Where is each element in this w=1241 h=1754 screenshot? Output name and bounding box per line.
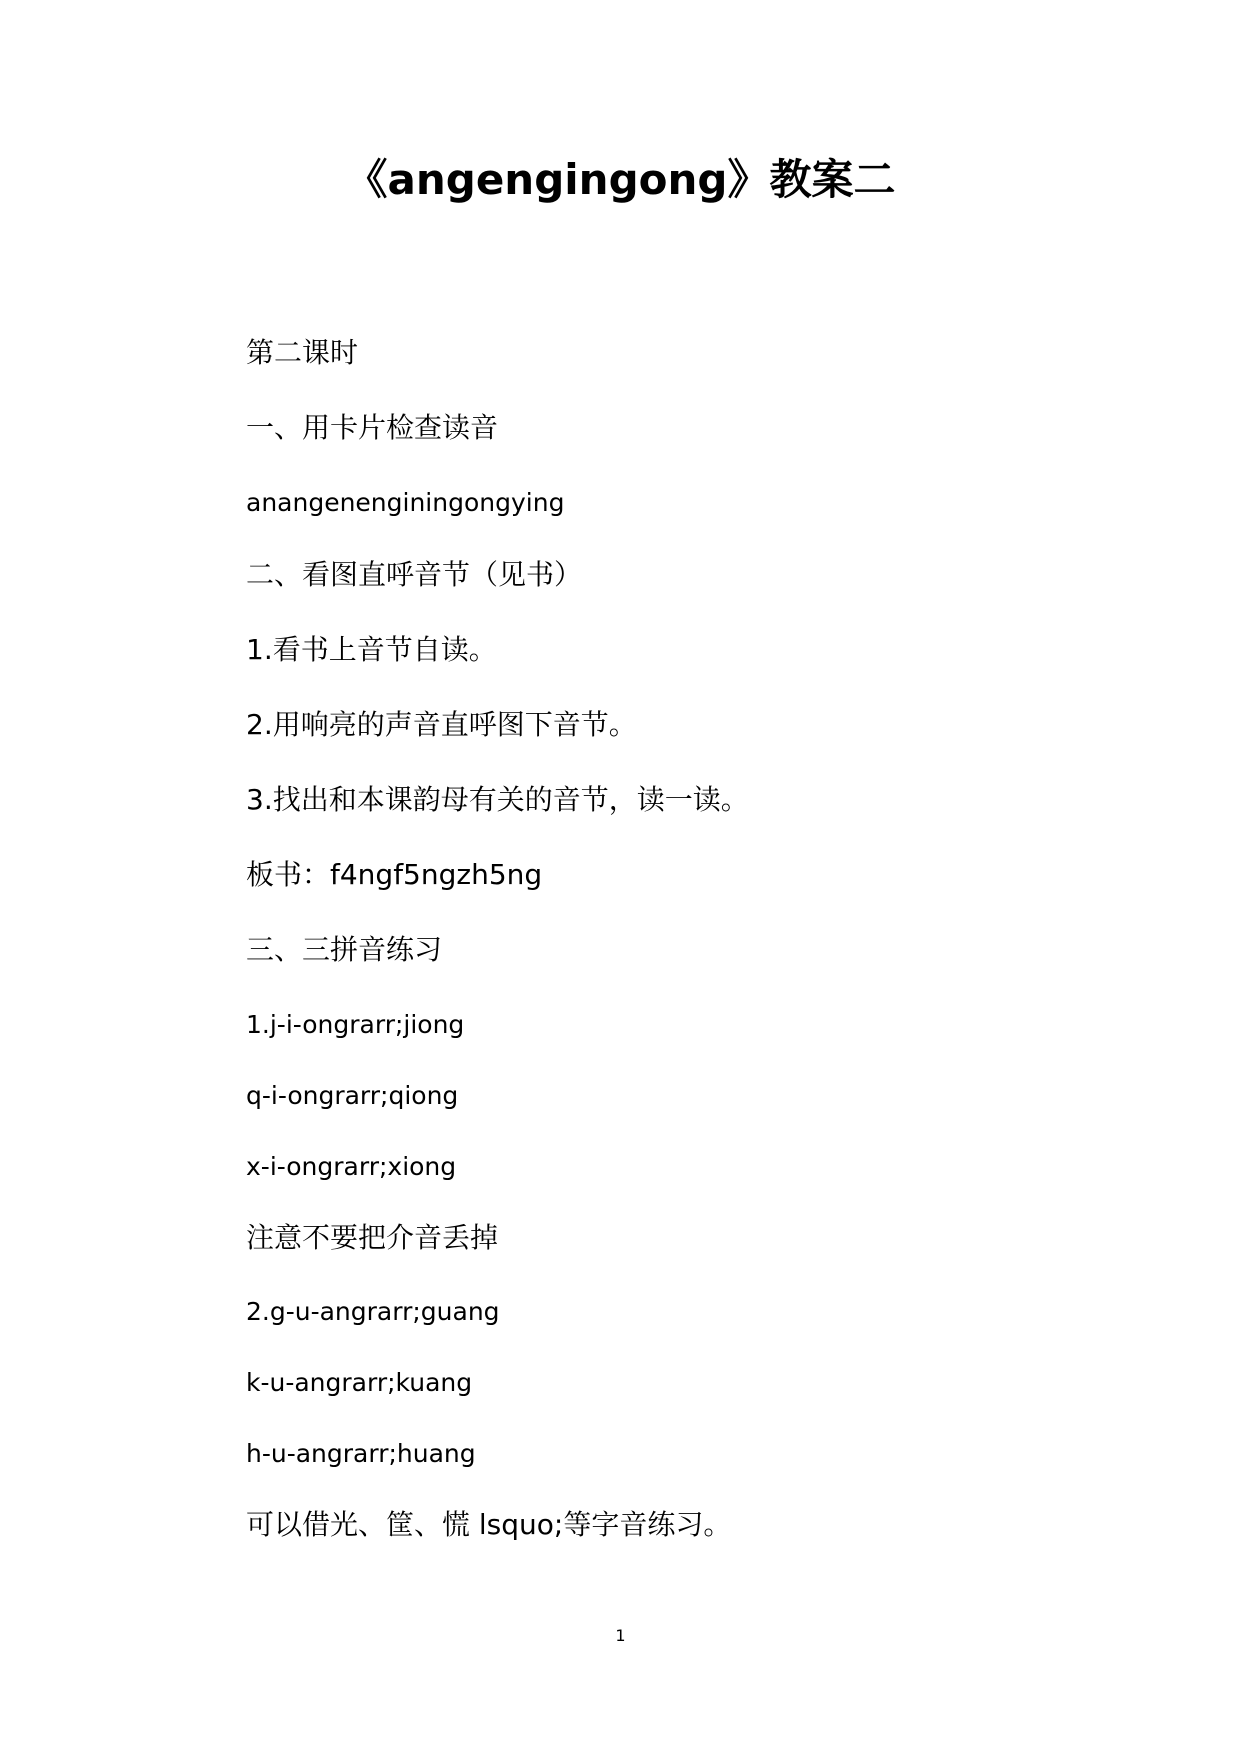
text-line: 注意不要把介音丢掉 [246, 1221, 499, 1254]
text-line: 一、用卡片检查读音 [246, 411, 499, 444]
text-line: 第二课时 [246, 336, 359, 369]
text-line: anangenenginingongying [246, 488, 565, 517]
text-line: k-u-angrarr;kuang [246, 1368, 473, 1397]
text-line: 二、看图直呼音节（见书） [246, 558, 583, 591]
page-number: 1 [615, 1626, 626, 1645]
text-line: 2.用响亮的声音直呼图下音节。 [246, 708, 637, 741]
text-line: x-i-ongrarr;xiong [246, 1152, 457, 1181]
text-line: 三、三拼音练习 [246, 933, 443, 966]
text-line: h-u-angrarr;huang [246, 1439, 476, 1468]
document-title: 《angengingong》教案二 [345, 155, 896, 204]
text-line: q-i-ongrarr;qiong [246, 1081, 459, 1110]
text-line: 3.找出和本课韵母有关的音节，读一读。 [246, 783, 749, 816]
text-line: 板书：f4ngf5ngzh5ng [246, 858, 543, 891]
text-line: 1.看书上音节自读。 [246, 633, 497, 666]
text-line: 1.j-i-ongrarr;jiong [246, 1010, 465, 1039]
text-line: 2.g-u-angrarr;guang [246, 1297, 500, 1326]
text-line: 可以借光、筐、慌 lsquo;等字音练习。 [246, 1508, 732, 1541]
